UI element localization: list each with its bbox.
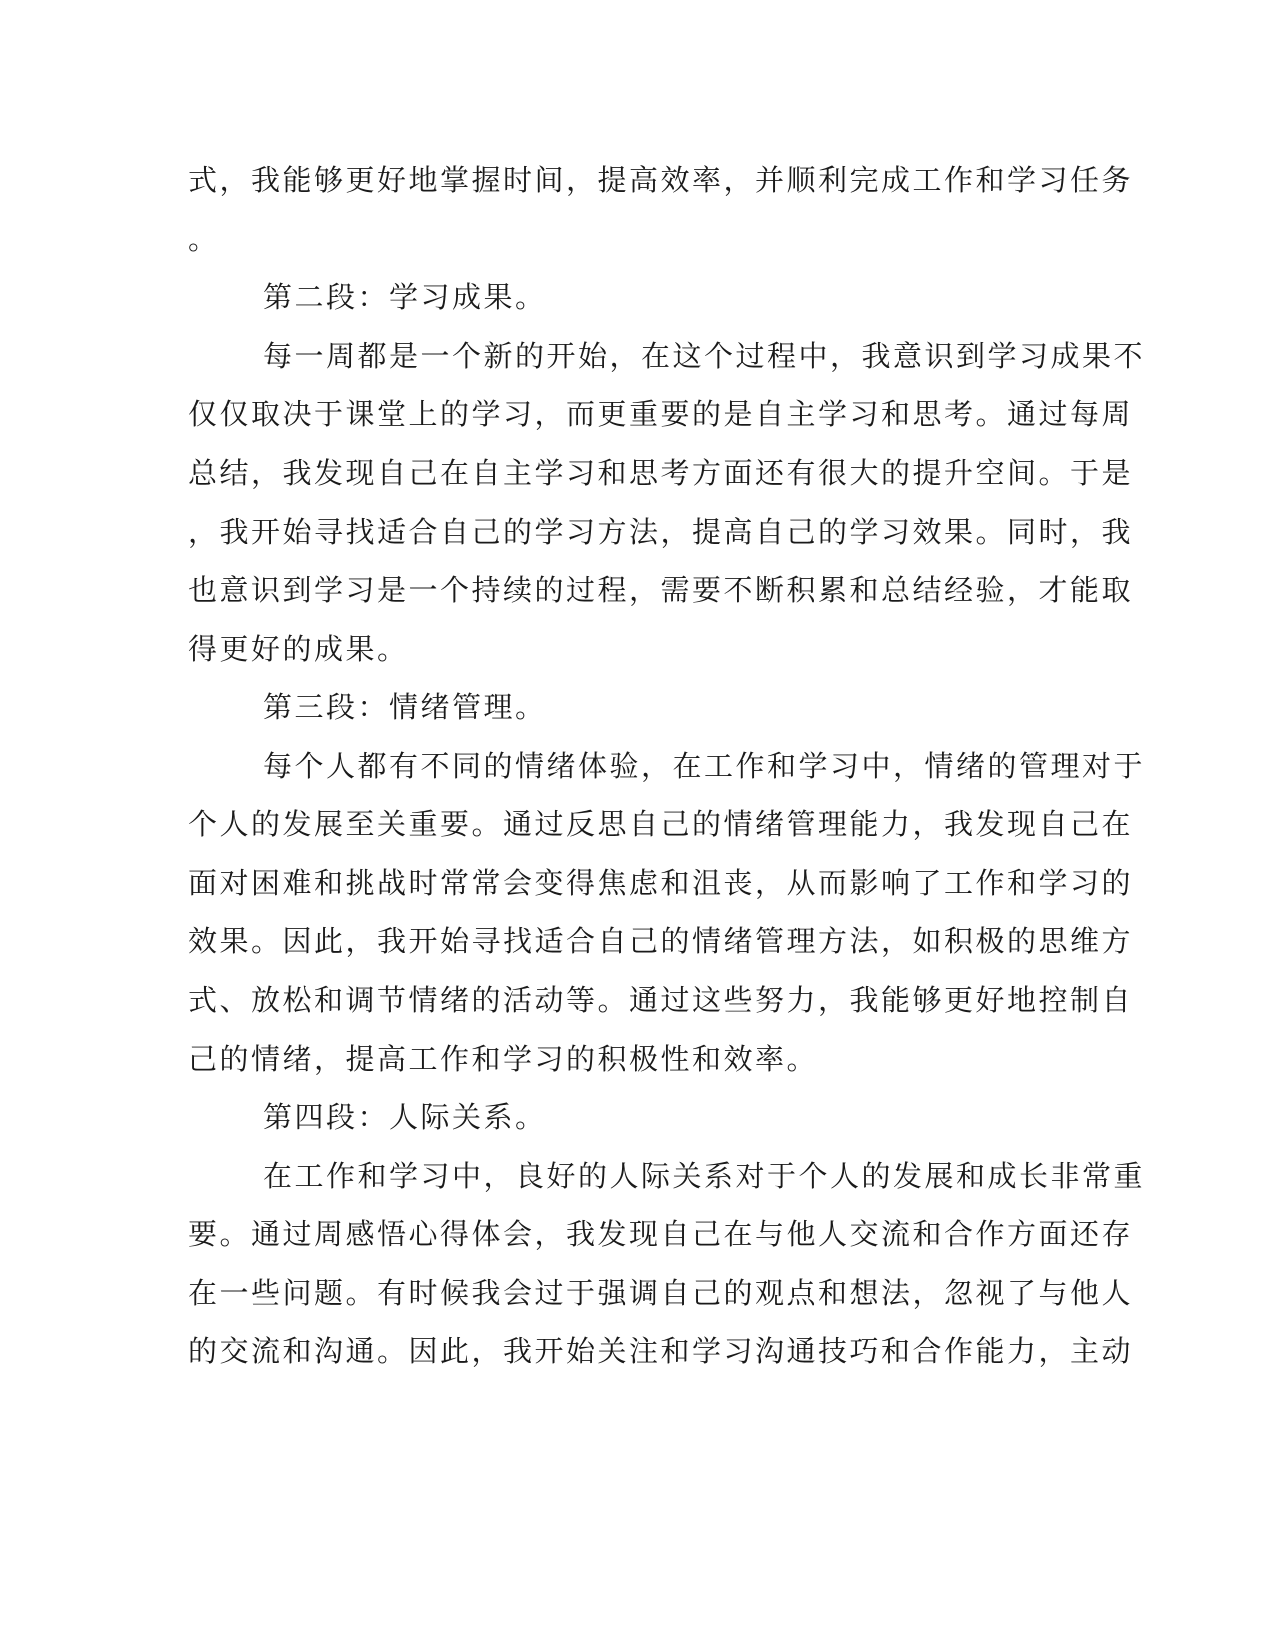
paragraph-line: 要。通过周感悟心得体会，我发现自己在与他人交流和合作方面还存 [188,1217,1134,1251]
paragraph-line: 式，我能够更好地掌握时间，提高效率，并顺利完成工作和学习任务 [188,163,1134,197]
paragraph-line: 。 [188,222,220,256]
paragraph-line: 效果。因此，我开始寻找适合自己的情绪管理方法，如积极的思维方 [188,924,1134,958]
paragraph-line: 得更好的成果。 [188,632,409,666]
paragraph-line: 仅仅取决于课堂上的学习，而更重要的是自主学习和思考。通过每周 [188,397,1134,431]
paragraph-line: 在一些问题。有时候我会过于强调自己的观点和想法，忽视了与他人 [188,1276,1134,1310]
section-heading: 第三段：情绪管理。 [263,690,547,724]
paragraph-line: 的交流和沟通。因此，我开始关注和学习沟通技巧和合作能力，主动 [188,1334,1134,1368]
paragraph-line: 式、放松和调节情绪的活动等。通过这些努力，我能够更好地控制自 [188,983,1134,1017]
paragraph-line: 每一周都是一个新的开始，在这个过程中，我意识到学习成果不 [263,339,1146,373]
paragraph-line: ，我开始寻找适合自己的学习方法，提高自己的学习效果。同时，我 [188,515,1134,549]
section-heading: 第四段：人际关系。 [263,1100,547,1134]
paragraph-line: 个人的发展至关重要。通过反思自己的情绪管理能力，我发现自己在 [188,807,1134,841]
paragraph-line: 也意识到学习是一个持续的过程，需要不断积累和总结经验，才能取 [188,573,1134,607]
section-heading: 第二段：学习成果。 [263,280,547,314]
paragraph-line: 每个人都有不同的情绪体验，在工作和学习中，情绪的管理对于 [263,749,1146,783]
paragraph-line: 在工作和学习中，良好的人际关系对于个人的发展和成长非常重 [263,1159,1146,1193]
paragraph-line: 己的情绪，提高工作和学习的积极性和效率。 [188,1042,819,1076]
paragraph-line: 总结，我发现自己在自主学习和思考方面还有很大的提升空间。于是 [188,456,1134,490]
paragraph-line: 面对困难和挑战时常常会变得焦虑和沮丧，从而影响了工作和学习的 [188,866,1134,900]
